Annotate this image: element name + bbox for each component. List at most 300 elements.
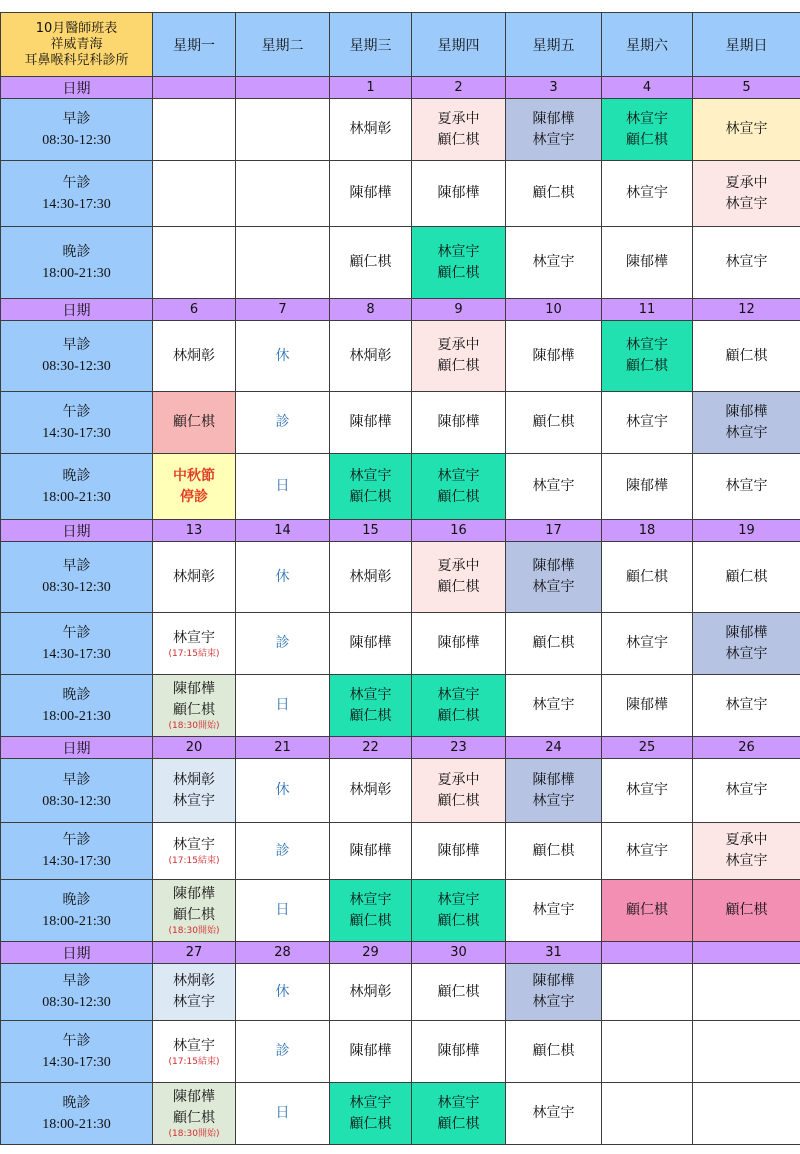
shift-time: 14:30-17:30 bbox=[42, 425, 111, 441]
time-note: (18:30開始) bbox=[168, 1129, 220, 1139]
schedule-cell bbox=[693, 392, 800, 454]
schedule-cell bbox=[506, 675, 602, 737]
time-note: (18:30開始) bbox=[168, 926, 220, 936]
schedule-cell bbox=[412, 542, 506, 613]
schedule-cell bbox=[236, 964, 330, 1021]
schedule-cell bbox=[602, 613, 693, 675]
schedule-cell bbox=[602, 880, 693, 942]
doctor-name: 林宣宇 bbox=[532, 792, 575, 809]
date-cell: 3 bbox=[506, 77, 602, 99]
shift-row-morning bbox=[1, 99, 800, 161]
date-cell: 8 bbox=[330, 299, 412, 321]
schedule-cell bbox=[506, 823, 602, 880]
schedule-cell bbox=[693, 613, 800, 675]
date-cell: 2 bbox=[412, 77, 506, 99]
closed-marker: 休 bbox=[275, 782, 290, 798]
date-cell: 30 bbox=[412, 942, 506, 964]
schedule-cell bbox=[506, 759, 602, 823]
date-cell: 21 bbox=[236, 737, 330, 759]
schedule-cell bbox=[693, 823, 800, 880]
shift-label bbox=[1, 321, 153, 392]
shift-name: 早診 bbox=[62, 558, 91, 574]
schedule-cell bbox=[412, 823, 506, 880]
shift-row-evening bbox=[1, 227, 800, 299]
doctor-name: 顧仁棋 bbox=[173, 414, 215, 430]
doctor-name: 林宣宇 bbox=[437, 891, 480, 908]
doctor-name: 林烔彰 bbox=[173, 771, 215, 788]
shift-label bbox=[1, 392, 153, 454]
schedule-cell bbox=[330, 454, 412, 520]
doctor-name: 顧仁棋 bbox=[626, 568, 668, 585]
schedule-cell bbox=[602, 964, 693, 1021]
day-header-wed: 星期三 bbox=[330, 13, 412, 77]
schedule-cell bbox=[330, 392, 412, 454]
closed-marker: 日 bbox=[275, 902, 290, 918]
doctor-name: 林烔彰 bbox=[349, 121, 392, 137]
shift-name: 午診 bbox=[62, 832, 91, 848]
shift-name: 晚診 bbox=[62, 891, 91, 908]
date-cell bbox=[693, 942, 800, 964]
schedule-cell bbox=[330, 675, 412, 737]
schedule-cell bbox=[506, 964, 602, 1021]
schedule-cell bbox=[153, 161, 236, 227]
doctor-name: 顧仁棋 bbox=[626, 131, 668, 148]
doctor-name: 顧仁棋 bbox=[437, 792, 480, 809]
doctor-name: 林宣宇 bbox=[173, 629, 215, 646]
schedule-cell bbox=[153, 1021, 236, 1083]
doctor-name: 林烔彰 bbox=[349, 782, 392, 798]
date-cell: 23 bbox=[412, 737, 506, 759]
doctor-name: 陳郁樺 bbox=[532, 347, 575, 364]
shift-label bbox=[1, 675, 153, 737]
shift-label bbox=[1, 613, 153, 675]
doctor-name: 林宣宇 bbox=[725, 697, 768, 713]
doctor-name: 顧仁棋 bbox=[437, 131, 480, 148]
date-cell: 15 bbox=[330, 520, 412, 542]
shift-time: 14:30-17:30 bbox=[42, 1054, 111, 1070]
closed-marker: 休 bbox=[275, 983, 290, 1000]
date-cell: 1 bbox=[330, 77, 412, 99]
date-cell: 26 bbox=[693, 737, 800, 759]
schedule-cell bbox=[153, 613, 236, 675]
schedule-cell bbox=[330, 99, 412, 161]
date-cell: 31 bbox=[506, 942, 602, 964]
shift-time: 08:30-12:30 bbox=[42, 995, 111, 1010]
date-cell bbox=[602, 942, 693, 964]
date-cell: 25 bbox=[602, 737, 693, 759]
day-header-fri: 星期五 bbox=[506, 13, 602, 77]
closed-marker: 診 bbox=[275, 842, 290, 859]
shift-name: 晚診 bbox=[62, 686, 91, 703]
doctor-name: 林宣宇 bbox=[725, 424, 768, 441]
doctor-name: 林宣宇 bbox=[725, 195, 768, 212]
closed-marker: 診 bbox=[275, 1043, 290, 1059]
shift-name: 晚診 bbox=[62, 1094, 91, 1111]
schedule-cell bbox=[693, 1021, 800, 1083]
schedule-cell bbox=[693, 454, 800, 520]
schedule-cell bbox=[412, 880, 506, 942]
shift-name: 晚診 bbox=[62, 467, 91, 484]
shift-time: 18:00-21:30 bbox=[42, 1116, 111, 1132]
doctor-name: 顧仁棋 bbox=[437, 488, 480, 505]
doctor-name: 林宣宇 bbox=[349, 467, 392, 484]
doctor-name: 陳郁樺 bbox=[532, 110, 575, 127]
schedule-cell bbox=[236, 542, 330, 613]
doctor-name: 顧仁棋 bbox=[173, 907, 215, 923]
schedule-cell bbox=[153, 321, 236, 392]
date-cell: 19 bbox=[693, 520, 800, 542]
schedule-cell bbox=[602, 99, 693, 161]
schedule-cell bbox=[412, 161, 506, 227]
shift-label bbox=[1, 823, 153, 880]
shift-label bbox=[1, 161, 153, 227]
date-label: 日期 bbox=[1, 942, 153, 964]
doctor-name: 林宣宇 bbox=[349, 686, 392, 703]
schedule-cell bbox=[602, 759, 693, 823]
doctor-name: 陳郁樺 bbox=[437, 635, 480, 651]
doctor-name: 顧仁棋 bbox=[349, 488, 392, 505]
schedule-cell bbox=[330, 227, 412, 299]
date-cell: 6 bbox=[153, 299, 236, 321]
schedule-cell bbox=[602, 321, 693, 392]
schedule-cell bbox=[153, 964, 236, 1021]
doctor-name: 陳郁樺 bbox=[349, 185, 392, 201]
doctor-name: 顧仁棋 bbox=[437, 579, 480, 595]
time-note: (17:15結束) bbox=[168, 1056, 220, 1067]
doctor-name: 陳郁樺 bbox=[626, 254, 668, 270]
schedule-cell bbox=[153, 823, 236, 880]
doctor-name: 顧仁棋 bbox=[725, 902, 768, 918]
doctor-name: 林烔彰 bbox=[173, 568, 215, 585]
shift-row-afternoon bbox=[1, 392, 800, 454]
date-cell: 11 bbox=[602, 299, 693, 321]
schedule-cell bbox=[412, 1021, 506, 1083]
schedule-cell bbox=[693, 1083, 800, 1145]
closed-marker: 日 bbox=[275, 1105, 290, 1121]
schedule-cell bbox=[153, 99, 236, 161]
date-cell: 20 bbox=[153, 737, 236, 759]
date-label: 日期 bbox=[1, 299, 153, 321]
schedule-cell bbox=[236, 613, 330, 675]
doctor-name: 林宣宇 bbox=[626, 782, 668, 798]
doctor-name: 陳郁樺 bbox=[437, 414, 480, 430]
shift-name: 早診 bbox=[62, 771, 91, 788]
doctor-name: 林宣宇 bbox=[173, 1037, 215, 1054]
doctor-name: 顧仁棋 bbox=[437, 707, 480, 724]
date-cell bbox=[153, 77, 236, 99]
date-label: 日期 bbox=[1, 737, 153, 759]
shift-time: 08:30-12:30 bbox=[42, 359, 111, 374]
schedule-cell bbox=[236, 759, 330, 823]
shift-time: 18:00-21:30 bbox=[42, 489, 111, 505]
doctor-name: 顧仁棋 bbox=[437, 912, 480, 929]
schedule-cell bbox=[506, 227, 602, 299]
doctor-name: 林宣宇 bbox=[626, 635, 668, 651]
schedule-cell bbox=[330, 964, 412, 1021]
doctor-name: 顧仁棋 bbox=[173, 1110, 215, 1126]
shift-time: 14:30-17:30 bbox=[42, 646, 111, 662]
shift-row-evening bbox=[1, 1083, 800, 1145]
schedule-cell bbox=[693, 161, 800, 227]
doctor-name: 顧仁棋 bbox=[532, 185, 575, 201]
schedule-cell bbox=[153, 454, 236, 520]
shift-row-afternoon bbox=[1, 613, 800, 675]
date-cell: 17 bbox=[506, 520, 602, 542]
holiday-notice: 中秋節 bbox=[173, 467, 215, 484]
doctor-name: 陳郁樺 bbox=[532, 558, 575, 574]
doctor-name: 林宣宇 bbox=[349, 1094, 392, 1111]
doctor-name: 陳郁樺 bbox=[173, 1089, 215, 1105]
doctor-name: 林宣宇 bbox=[532, 1105, 575, 1121]
schedule-cell bbox=[412, 454, 506, 520]
shift-label bbox=[1, 99, 153, 161]
doctor-name: 陳郁樺 bbox=[626, 478, 668, 494]
schedule-cell bbox=[412, 392, 506, 454]
shift-label bbox=[1, 880, 153, 942]
schedule-cell bbox=[412, 613, 506, 675]
schedule-cell bbox=[693, 880, 800, 942]
schedule-cell bbox=[153, 227, 236, 299]
shift-row-afternoon bbox=[1, 823, 800, 880]
doctor-name: 顧仁棋 bbox=[349, 254, 392, 270]
doctor-name: 陳郁樺 bbox=[532, 973, 575, 989]
doctor-name: 林宣宇 bbox=[725, 782, 768, 798]
doctor-name: 顧仁棋 bbox=[349, 912, 392, 929]
shift-time: 18:00-21:30 bbox=[42, 913, 111, 929]
date-cell: 10 bbox=[506, 299, 602, 321]
doctor-name: 林宣宇 bbox=[725, 478, 768, 494]
date-cell: 22 bbox=[330, 737, 412, 759]
schedule-cell bbox=[602, 542, 693, 613]
closed-marker: 休 bbox=[275, 347, 290, 364]
holiday-notice: 停診 bbox=[180, 488, 208, 505]
schedule-title bbox=[1, 13, 153, 77]
schedule-cell bbox=[412, 1083, 506, 1145]
schedule-cell bbox=[412, 675, 506, 737]
doctor-name: 林宣宇 bbox=[626, 414, 668, 430]
date-row bbox=[1, 299, 800, 321]
date-cell: 14 bbox=[236, 520, 330, 542]
schedule-cell bbox=[236, 227, 330, 299]
doctor-name: 林宣宇 bbox=[725, 645, 768, 662]
shift-label bbox=[1, 1083, 153, 1145]
doctor-name: 林宣宇 bbox=[626, 185, 668, 201]
schedule-cell bbox=[153, 759, 236, 823]
shift-row-afternoon bbox=[1, 161, 800, 227]
shift-time: 18:00-21:30 bbox=[42, 708, 111, 724]
doctor-name: 顧仁棋 bbox=[532, 635, 575, 651]
schedule-cell bbox=[153, 675, 236, 737]
schedule-cell bbox=[506, 1083, 602, 1145]
date-row bbox=[1, 520, 800, 542]
schedule-cell bbox=[602, 675, 693, 737]
schedule-cell bbox=[330, 613, 412, 675]
doctor-name: 顧仁棋 bbox=[532, 1043, 575, 1059]
time-note: (18:30開始) bbox=[168, 721, 220, 731]
doctor-name: 顧仁棋 bbox=[626, 902, 668, 918]
doctor-name: 顧仁棋 bbox=[349, 707, 392, 724]
doctor-name: 夏承中 bbox=[725, 832, 768, 848]
schedule-cell bbox=[602, 454, 693, 520]
doctor-name: 林宣宇 bbox=[532, 579, 575, 595]
schedule-cell bbox=[602, 1083, 693, 1145]
shift-label bbox=[1, 542, 153, 613]
doctor-name: 顧仁棋 bbox=[437, 264, 480, 281]
closed-marker: 日 bbox=[275, 697, 290, 713]
shift-row-evening bbox=[1, 880, 800, 942]
schedule-cell bbox=[236, 880, 330, 942]
doctor-name: 陳郁樺 bbox=[349, 635, 392, 651]
day-header-sun: 星期日 bbox=[693, 13, 800, 77]
shift-time: 18:00-21:30 bbox=[42, 265, 111, 281]
doctor-name: 顧仁棋 bbox=[437, 983, 480, 1000]
shift-name: 午診 bbox=[62, 403, 91, 420]
time-note: (17:15結束) bbox=[168, 648, 220, 659]
doctor-name: 陳郁樺 bbox=[349, 842, 392, 859]
shift-label bbox=[1, 227, 153, 299]
schedule-cell bbox=[506, 321, 602, 392]
day-header-tue: 星期二 bbox=[236, 13, 330, 77]
shift-name: 早診 bbox=[62, 110, 91, 127]
date-cell: 27 bbox=[153, 942, 236, 964]
schedule-cell bbox=[506, 454, 602, 520]
doctor-name: 夏承中 bbox=[437, 558, 480, 574]
doctor-name: 林宣宇 bbox=[532, 902, 575, 918]
schedule-cell bbox=[236, 823, 330, 880]
schedule-cell bbox=[330, 759, 412, 823]
shift-row-morning bbox=[1, 542, 800, 613]
shift-name: 午診 bbox=[62, 174, 91, 191]
schedule-cell bbox=[693, 759, 800, 823]
schedule-cell bbox=[412, 99, 506, 161]
schedule-cell bbox=[602, 823, 693, 880]
schedule-cell bbox=[236, 454, 330, 520]
doctor-name: 陳郁樺 bbox=[725, 624, 768, 641]
doctor-name: 林宣宇 bbox=[626, 110, 668, 127]
schedule-cell bbox=[506, 542, 602, 613]
closed-marker: 診 bbox=[275, 414, 290, 430]
doctor-name: 陳郁樺 bbox=[349, 1043, 392, 1059]
schedule-cell bbox=[153, 1083, 236, 1145]
shift-name: 早診 bbox=[62, 337, 91, 353]
schedule-cell bbox=[693, 99, 800, 161]
closed-marker: 診 bbox=[275, 635, 290, 651]
date-cell: 7 bbox=[236, 299, 330, 321]
schedule-cell bbox=[693, 964, 800, 1021]
shift-time: 14:30-17:30 bbox=[42, 196, 111, 212]
shift-label bbox=[1, 964, 153, 1021]
doctor-name: 林烔彰 bbox=[173, 347, 215, 364]
schedule-cell bbox=[602, 227, 693, 299]
schedule-cell bbox=[412, 321, 506, 392]
schedule-cell bbox=[412, 964, 506, 1021]
schedule-cell bbox=[506, 613, 602, 675]
date-label: 日期 bbox=[1, 520, 153, 542]
schedule-cell bbox=[153, 542, 236, 613]
doctor-name: 林宣宇 bbox=[437, 243, 480, 260]
doctor-name: 林宣宇 bbox=[532, 478, 575, 494]
doctor-name: 林宣宇 bbox=[725, 853, 768, 869]
doctor-name: 顧仁棋 bbox=[532, 842, 575, 859]
doctor-name: 顧仁棋 bbox=[725, 568, 768, 585]
schedule-cell bbox=[236, 99, 330, 161]
schedule-cell bbox=[506, 99, 602, 161]
schedule-table bbox=[0, 12, 800, 1145]
date-row bbox=[1, 737, 800, 759]
doctor-name: 陳郁樺 bbox=[532, 771, 575, 788]
header-row bbox=[1, 13, 800, 77]
schedule-cell bbox=[236, 321, 330, 392]
shift-label bbox=[1, 759, 153, 823]
shift-label bbox=[1, 454, 153, 520]
date-cell: 12 bbox=[693, 299, 800, 321]
schedule-cell bbox=[330, 321, 412, 392]
schedule-cell bbox=[412, 227, 506, 299]
date-cell: 13 bbox=[153, 520, 236, 542]
schedule-cell bbox=[693, 542, 800, 613]
doctor-name: 顧仁棋 bbox=[349, 1115, 392, 1132]
shift-name: 晚診 bbox=[62, 243, 91, 260]
doctor-name: 陳郁樺 bbox=[349, 414, 392, 430]
doctor-name: 陳郁樺 bbox=[437, 1043, 480, 1059]
doctor-name: 顧仁棋 bbox=[437, 1115, 480, 1132]
doctor-name: 林宣宇 bbox=[532, 697, 575, 713]
schedule-cell bbox=[236, 675, 330, 737]
closed-marker: 休 bbox=[275, 568, 290, 585]
schedule-cell bbox=[693, 321, 800, 392]
schedule-cell bbox=[330, 1083, 412, 1145]
schedule-cell bbox=[330, 542, 412, 613]
doctor-name: 林烔彰 bbox=[349, 568, 392, 585]
doctor-name: 林宣宇 bbox=[437, 467, 480, 484]
date-cell: 16 bbox=[412, 520, 506, 542]
doctor-name: 林宣宇 bbox=[725, 121, 768, 137]
title-month: 10月醫師班表 bbox=[35, 20, 118, 36]
shift-name: 早診 bbox=[62, 973, 91, 989]
schedule-cell bbox=[602, 1021, 693, 1083]
schedule-cell bbox=[506, 880, 602, 942]
schedule-cell bbox=[153, 880, 236, 942]
doctor-name: 林烔彰 bbox=[349, 983, 392, 1000]
schedule-cell bbox=[602, 161, 693, 227]
doctor-name: 林宣宇 bbox=[437, 686, 480, 703]
shift-name: 午診 bbox=[62, 1032, 91, 1049]
doctor-name: 林宣宇 bbox=[532, 994, 575, 1010]
shift-time: 08:30-12:30 bbox=[42, 132, 111, 148]
doctor-name: 林宣宇 bbox=[532, 131, 575, 148]
doctor-name: 陳郁樺 bbox=[437, 842, 480, 859]
doctor-name: 顧仁棋 bbox=[725, 347, 768, 364]
date-cell bbox=[236, 77, 330, 99]
doctor-name: 顧仁棋 bbox=[626, 358, 668, 374]
doctor-name: 林宣宇 bbox=[626, 842, 668, 859]
doctor-name: 陳郁樺 bbox=[173, 681, 215, 697]
schedule-cell bbox=[602, 392, 693, 454]
shift-row-morning bbox=[1, 964, 800, 1021]
date-label: 日期 bbox=[1, 77, 153, 99]
schedule-cell bbox=[236, 161, 330, 227]
schedule-cell bbox=[153, 392, 236, 454]
shift-row-evening bbox=[1, 454, 800, 520]
date-cell: 24 bbox=[506, 737, 602, 759]
doctor-name: 夏承中 bbox=[437, 771, 480, 788]
shift-time: 08:30-12:30 bbox=[42, 793, 111, 809]
doctor-name: 陳郁樺 bbox=[626, 697, 668, 713]
title-clinic-branch: 祥威青海 bbox=[50, 36, 103, 52]
date-cell: 5 bbox=[693, 77, 800, 99]
schedule-cell bbox=[236, 392, 330, 454]
shift-row-evening bbox=[1, 675, 800, 737]
